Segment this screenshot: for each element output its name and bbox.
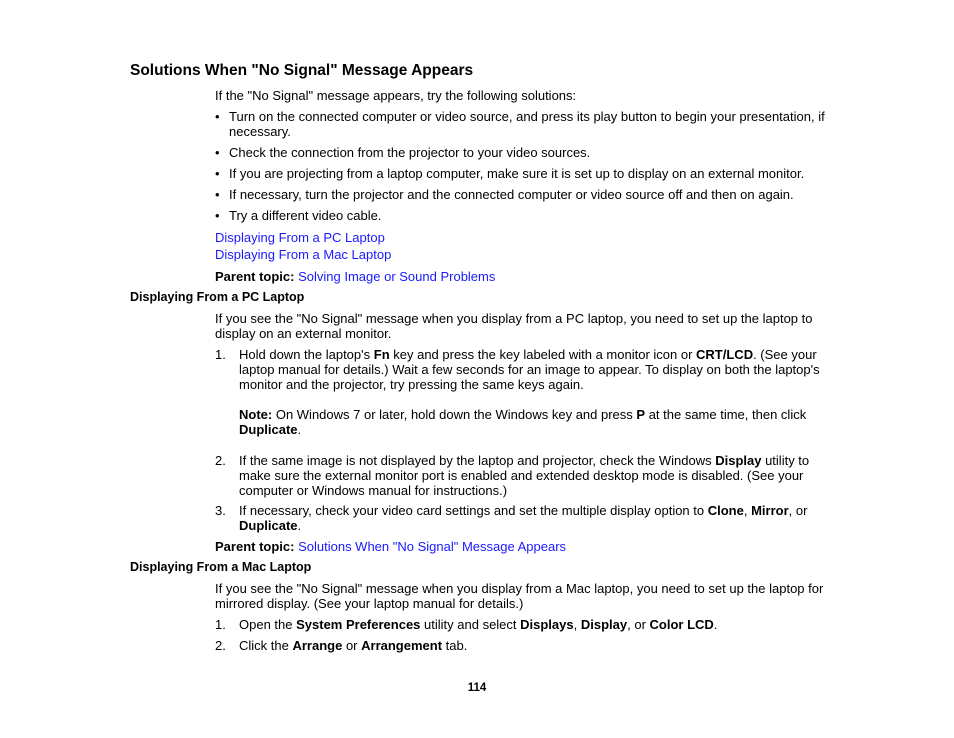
step-item [215, 503, 825, 533]
step-note [215, 407, 825, 437]
bullet-item [215, 166, 825, 181]
parent-topic-label: Parent topic: [215, 539, 295, 554]
parent-topic-link[interactable]: Solutions When "No Signal" Message Appears [298, 539, 567, 554]
bullet-item [215, 187, 825, 202]
section1-intro: If the "No Signal" message appears, try the following solutions: [215, 88, 577, 103]
step-item [215, 453, 825, 498]
section-title-mac-laptop: Displaying From a Mac Laptop [130, 560, 312, 574]
step-text: If necessary, check your video card settings and set the multiple display option to Clone, Mirror, or Duplicate. [239, 503, 808, 533]
bullet-marker: • [215, 166, 220, 181]
step-item [215, 347, 825, 392]
step-number: 1. [215, 347, 226, 362]
note-text: Note: On Windows 7 or later, hold down the Windows key and press P at the same time, then click Duplicate. [239, 407, 807, 437]
bullet-text: If you are projecting from a laptop computer, make sure it is set up to display on an external monitor. [229, 166, 805, 181]
step-item [215, 638, 825, 653]
section-title-no-signal: Solutions When "No Signal" Message Appears [130, 62, 474, 79]
bullet-item [215, 145, 825, 160]
section-title-pc-laptop: Displaying From a PC Laptop [130, 290, 305, 304]
parent-topic-link[interactable]: Solving Image or Sound Problems [298, 269, 496, 284]
bullet-item [215, 109, 825, 139]
bullet-marker: • [215, 208, 220, 223]
bullet-marker: • [215, 145, 220, 160]
bullet-marker: • [215, 109, 220, 124]
note-label: Note: [239, 407, 273, 422]
link-pc-laptop[interactable]: Displaying From a PC Laptop [215, 230, 385, 245]
parent-topic [215, 539, 825, 554]
bullet-text: Check the connection from the projector to your video sources. [229, 145, 591, 160]
parent-topic [215, 269, 825, 284]
page-number: 114 [467, 682, 487, 694]
step-text: Click the Arrange or Arrangement tab. [239, 638, 468, 653]
step-text: Hold down the laptop's Fn key and press the key labeled with a monitor icon or CRT/LCD. (See your laptop manual for details.) Wait a few seconds for an image to appear. To display on both the laptop's monitor and the projector, try pressing the same keys again. [239, 347, 820, 392]
bullet-marker: • [215, 187, 220, 202]
bullet-text: If necessary, turn the projector and the connected computer or video source off and then on again. [229, 187, 794, 202]
bullet-text: Try a different video cable. [229, 208, 382, 223]
parent-topic-label: Parent topic: [215, 269, 295, 284]
bullet-item [215, 208, 825, 223]
step-item [215, 617, 825, 632]
step-text: Open the System Preferences utility and select Displays, Display, or Color LCD. [239, 617, 718, 632]
step-number: 1. [215, 617, 226, 632]
section2-intro: If you see the "No Signal" message when you display from a PC laptop, you need to set up the laptop to display on an external monitor. [215, 311, 813, 341]
step-number: 2. [215, 638, 226, 653]
bullet-text: Turn on the connected computer or video source, and press its play button to begin your presentation, if necessary. [229, 109, 825, 139]
step-number: 3. [215, 503, 226, 518]
step-number: 2. [215, 453, 226, 468]
link-mac-laptop[interactable]: Displaying From a Mac Laptop [215, 247, 392, 262]
section3-intro: If you see the "No Signal" message when you display from a Mac laptop, you need to set up the laptop for mirrored display. (See your laptop manual for details.) [215, 581, 824, 611]
step-text: If the same image is not displayed by the laptop and projector, check the Windows Display utility to make sure the external monitor port is enabled and extended desktop mode is disabled. (See your computer or Windows manual for instructions.) [239, 453, 810, 498]
